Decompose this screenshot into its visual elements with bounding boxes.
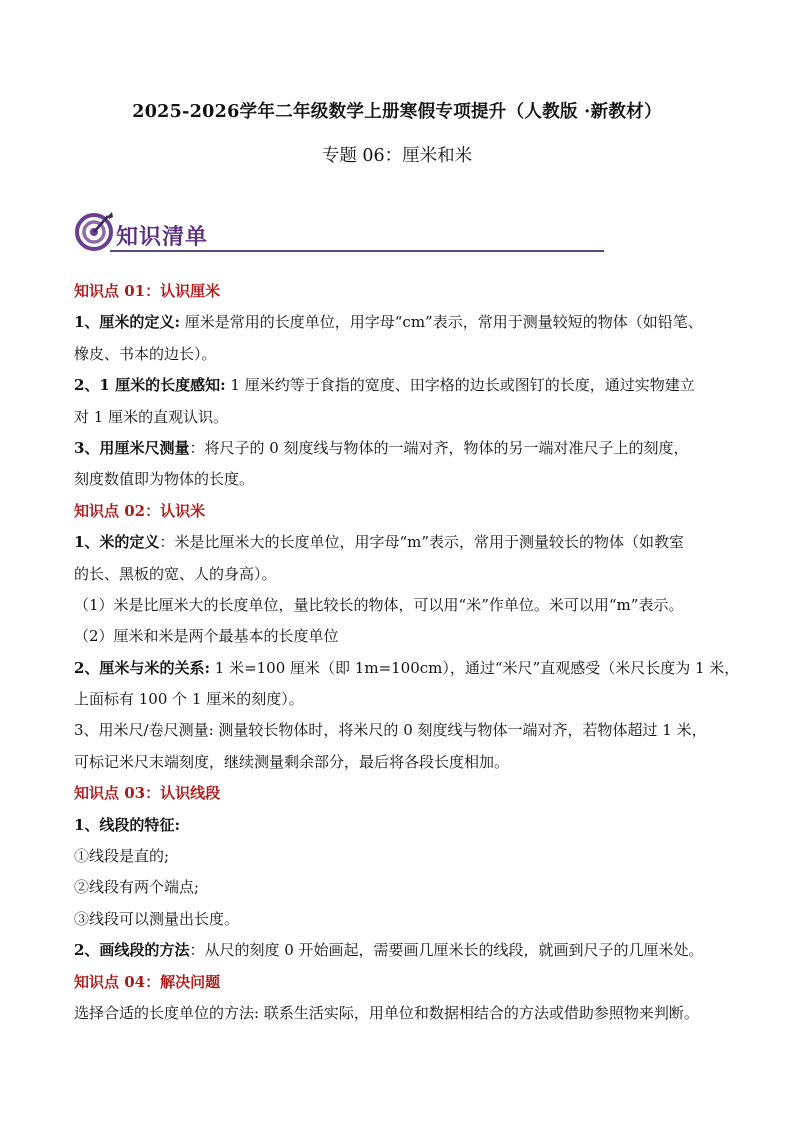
kp1-item3-text: ：将尺子的 0 刻度线与物体的一端对齐，物体的另一端对准尺子上的刻度，	[189, 438, 689, 457]
kp1-item3-cont: 刻度数值即为物体的长度。	[74, 470, 255, 489]
kp3-heading: 知识点 03：认识线段	[74, 784, 221, 803]
target-icon	[74, 208, 114, 252]
kp1-item2	[74, 370, 734, 401]
kp2-item1-cont: 的长、黑板的宽、人的身高）。	[74, 564, 277, 583]
kp1-item2-cont: 对 1 厘米的直观认识。	[74, 407, 229, 426]
kp2-item2-text: 1 米=100 厘米（即 1m=100cm），通过“米尺”直观感受（米尺长度为 1 米，	[209, 658, 740, 677]
kp2-sub2: （2）厘米和米是两个最基本的长度单位	[74, 627, 339, 646]
kp2-item2-label: 2、厘米与米的关系:	[74, 658, 210, 677]
content-body	[74, 276, 740, 1029]
kp1-item2-text: 1 厘米约等于食指的宽度、田字格的边长或图钉的长度，通过实物建立	[225, 376, 695, 395]
kp4-heading: 知识点 04：解决问题	[74, 972, 221, 991]
kp3-item2-label: 2、画线段的方法	[74, 941, 190, 960]
kp1-item3-label: 厘米尺测量	[114, 438, 190, 457]
kp1-item1-label: 1、厘米的定义:	[74, 313, 180, 332]
kp2-sub1: （1）米是比厘米大的长度单位，量比较长的物体，可以用“米”作单位。米可以用“m”表示。	[74, 595, 684, 614]
kp1-item1-cont: 橡皮、书本的边长）。	[74, 344, 217, 363]
kp1-item3-pre: 3、用	[74, 438, 115, 457]
kp2-item1-text: ：米是比厘米大的长度单位，用字母“m”表示，常用于测量较长的物体（如教室	[159, 533, 685, 552]
kp2-item3: 3、用米尺/卷尺测量: 测量较长物体时，将米尺的 0 刻度线与物体一端对齐，若物体超过 1 米，	[74, 721, 707, 740]
kp1-heading: 知识点 01：认识厘米	[74, 282, 221, 300]
kp2-item1-label: 1、米的定义	[74, 533, 160, 552]
banner-label: 知识清单	[116, 225, 209, 250]
kp3-item2-text: ：从尺的刻度 0 开始画起，需要画几厘米长的线段，就画到尺子的几厘米处。	[189, 941, 704, 960]
kp1-item2-label: 2、1 厘米的长度感知:	[74, 376, 226, 395]
kp1-item1	[74, 307, 734, 338]
kp2-item2-cont: 上面标有 100 个 1 厘米的刻度）。	[74, 690, 304, 709]
document-subtitle: 专题 06：厘米和米	[321, 146, 473, 166]
knowledge-list-banner	[74, 208, 604, 254]
kp3-item1: 1、线段的特征:	[74, 815, 180, 834]
kp3-feature2: ②线段有两个端点;	[74, 878, 200, 897]
kp1-item3	[74, 433, 734, 464]
banner-divider	[110, 250, 604, 252]
kp2-item1	[74, 527, 734, 558]
kp2-item2	[74, 653, 740, 684]
kp4-text: 选择合适的长度单位的方法: 联系生活实际，用单位和数据相结合的方法或借助参照物来判断。	[74, 1003, 699, 1022]
kp2-item3-cont: 可标记米尺末端刻度，继续测量剩余部分，最后将各段长度相加。	[74, 752, 510, 771]
kp3-feature1: ①线段是直的;	[74, 847, 170, 866]
kp3-feature3: ③线段可以测量出长度。	[74, 909, 240, 928]
kp1-item1-text: 厘米是常用的长度单位，用字母“cm”表示，常用于测量较短的物体（如铅笔、	[179, 313, 703, 332]
kp3-item2	[74, 935, 734, 966]
kp2-heading: 知识点 02：认识米	[74, 501, 206, 520]
document-title: 2025-2026学年二年级数学上册寒假专项提升（人教版 ·新教材）	[132, 102, 662, 122]
